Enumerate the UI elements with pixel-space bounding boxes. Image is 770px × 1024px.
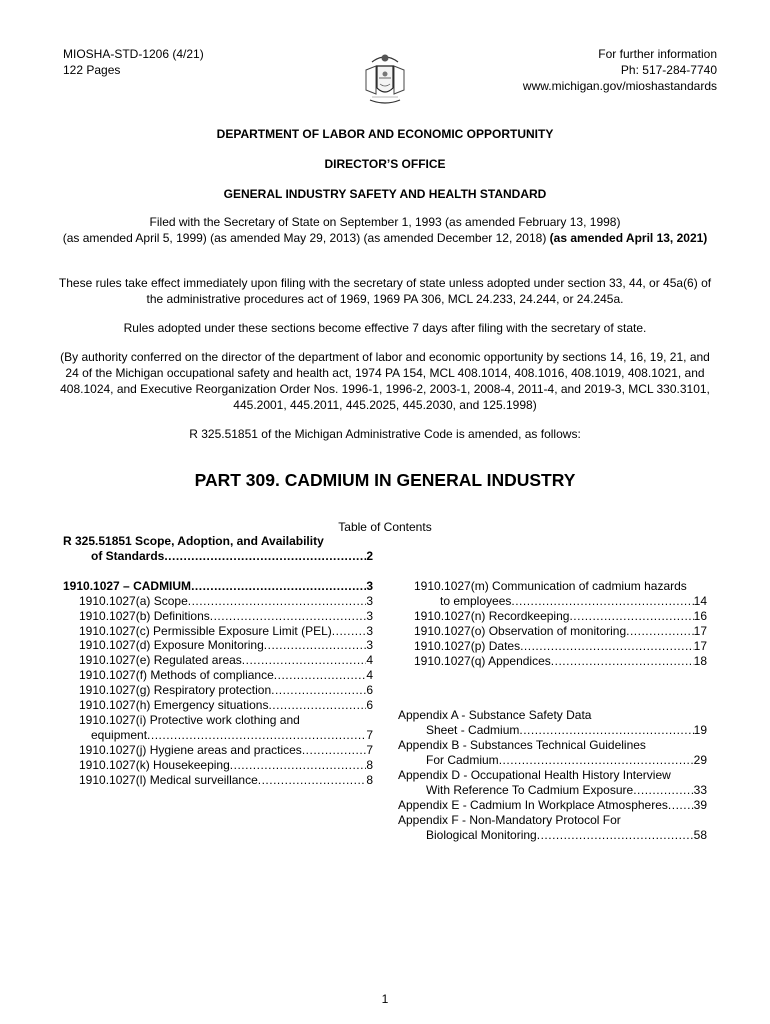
part-title: PART 309. CADMIUM IN GENERAL INDUSTRY bbox=[194, 470, 576, 490]
filing-history bbox=[55, 214, 715, 246]
filing-line-1: Filed with the Secretary of State on September 1, 1993 (as amended February 13, 1998) bbox=[149, 215, 621, 229]
authority-paragraph: (By authority conferred on the director of the department of labor and economic opportunity by sections 14, 16, 19, 21, and 24 of the Michigan occupational safety and health act, 1974 PA 154, MCL 408.1014, 408.1016, 408.1019, 408.1021, and 408.1024, and Executive Reorganization Order Nos. 1996-1, 1996-2, 2003-1, 2008-4, 2011-4, and 2019-3, MCL 330.3101, 445.2001, 445.2011, 445.2025, 445.2030, and 125.1998) bbox=[60, 350, 710, 412]
toc-appendix-d[interactable]: With Reference To Cadmium Exposure ..... 33 bbox=[398, 783, 707, 798]
info-label: For further information bbox=[598, 47, 717, 61]
standard-title: GENERAL INDUSTRY SAFETY AND HEALTH STANDARD bbox=[223, 187, 547, 201]
toc-entry[interactable]: 1910.1027(h) Emergency situations ..... 6 bbox=[63, 698, 373, 713]
toc-entry[interactable]: 1910.1027(g) Respiratory protection ..... 6 bbox=[63, 683, 373, 698]
document-header-left bbox=[63, 46, 204, 78]
toc-entry[interactable]: 1910.1027(f) Methods of compliance ..... 4 bbox=[63, 668, 373, 683]
latest-amendment: (as amended April 13, 2021) bbox=[549, 231, 708, 245]
toc-appendix-f[interactable]: Biological Monitoring ..... 58 bbox=[398, 828, 707, 843]
phone-number: Ph: 517-284-7740 bbox=[620, 63, 717, 77]
toc-entry[interactable]: 1910.1027(n) Recordkeeping ..... 16 bbox=[398, 609, 707, 624]
toc-appendix-d-line1[interactable]: Appendix D - Occupational Health History Interview bbox=[398, 768, 671, 783]
toc-entry[interactable]: 1910.1027(a) Scope ..... 3 bbox=[63, 594, 373, 609]
toc-heading: Table of Contents bbox=[338, 520, 432, 534]
toc-entry[interactable]: 1910.1027(e) Regulated areas ..... 4 bbox=[63, 653, 373, 668]
toc-entry[interactable]: 1910.1027(j) Hygiene areas and practices ..... 7 bbox=[63, 743, 373, 758]
toc-entry-i[interactable]: equipment ..... 7 bbox=[63, 728, 373, 743]
toc-appendix-a[interactable]: Sheet - Cadmium ..... 19 bbox=[398, 723, 707, 738]
office-title: DIRECTOR’S OFFICE bbox=[324, 157, 446, 171]
michigan-seal-icon bbox=[362, 48, 408, 108]
rule-code-paragraph: R 325.51851 of the Michigan Administrative Code is amended, as follows: bbox=[189, 427, 581, 441]
toc-entry-r325-line1[interactable]: R 325.51851 Scope, Adoption, and Availability bbox=[63, 534, 324, 548]
toc-right-column bbox=[398, 579, 707, 843]
website-link[interactable]: www.michigan.gov/mioshastandards bbox=[522, 79, 717, 93]
department-title: DEPARTMENT OF LABOR AND ECONOMIC OPPORTUNITY bbox=[216, 127, 554, 141]
page-number: 1 bbox=[381, 992, 389, 1006]
toc-entry[interactable]: 1910.1027(c) Permissible Exposure Limit (PEL) ..... 3 bbox=[63, 624, 373, 639]
toc-appendix-a-line1[interactable]: Appendix A - Substance Safety Data bbox=[398, 708, 592, 723]
toc-entry-r325[interactable]: of Standards ..... 2 bbox=[63, 549, 373, 564]
toc-entry-cadmium[interactable]: 1910.1027 – CADMIUM ..... 3 bbox=[63, 579, 373, 594]
toc-entry[interactable]: 1910.1027(q) Appendices ..... 18 bbox=[398, 654, 707, 669]
toc-entry[interactable]: 1910.1027(p) Dates ..... 17 bbox=[398, 639, 707, 654]
toc-entry-m[interactable]: to employees ..... 14 bbox=[398, 594, 707, 609]
toc-appendix-f-line1[interactable]: Appendix F - Non-Mandatory Protocol For bbox=[398, 812, 621, 827]
toc-entry[interactable]: 1910.1027(d) Exposure Monitoring ..... 3 bbox=[63, 638, 373, 653]
toc-appendix-b-line1[interactable]: Appendix B - Substances Technical Guidelines bbox=[398, 738, 646, 753]
toc-entry[interactable]: 1910.1027(o) Observation of monitoring ..... 17 bbox=[398, 624, 707, 639]
toc-entry-i-line1[interactable]: 1910.1027(i) Protective work clothing and bbox=[79, 712, 300, 727]
toc-entry[interactable]: 1910.1027(k) Housekeeping ..... 8 bbox=[63, 758, 373, 773]
page-count: 122 Pages bbox=[63, 63, 121, 77]
toc-appendix-b[interactable]: For Cadmium ..... 29 bbox=[398, 753, 707, 768]
toc-entry[interactable]: 1910.1027(l) Medical surveillance ..... 8 bbox=[63, 773, 373, 788]
rules-adopted-paragraph: Rules adopted under these sections become effective 7 days after filing with the secretary of state. bbox=[123, 321, 647, 335]
toc-appendix-e[interactable]: Appendix E - Cadmium In Workplace Atmospheres ..... 39 bbox=[398, 798, 707, 813]
toc-entry-m-line1[interactable]: 1910.1027(m) Communication of cadmium hazards bbox=[414, 579, 687, 593]
toc-entry[interactable]: 1910.1027(b) Definitions ..... 3 bbox=[63, 609, 373, 624]
effective-paragraph: These rules take effect immediately upon filing with the secretary of state unless adopted under section 33, 44, or 45a(6) of the administrative procedures act of 1969, 1969 PA 306, MCL 24.233, 24.244, or 24.245a. bbox=[58, 276, 712, 306]
filing-line-2: (as amended April 5, 1999) (as amended May 29, 2013) (as amended December 12, 2018) (as amended April 13, 2021) bbox=[62, 231, 708, 245]
document-header-right bbox=[523, 46, 717, 94]
toc-left-column bbox=[63, 534, 373, 788]
standard-number: MIOSHA-STD-1206 (4/21) bbox=[63, 47, 204, 61]
